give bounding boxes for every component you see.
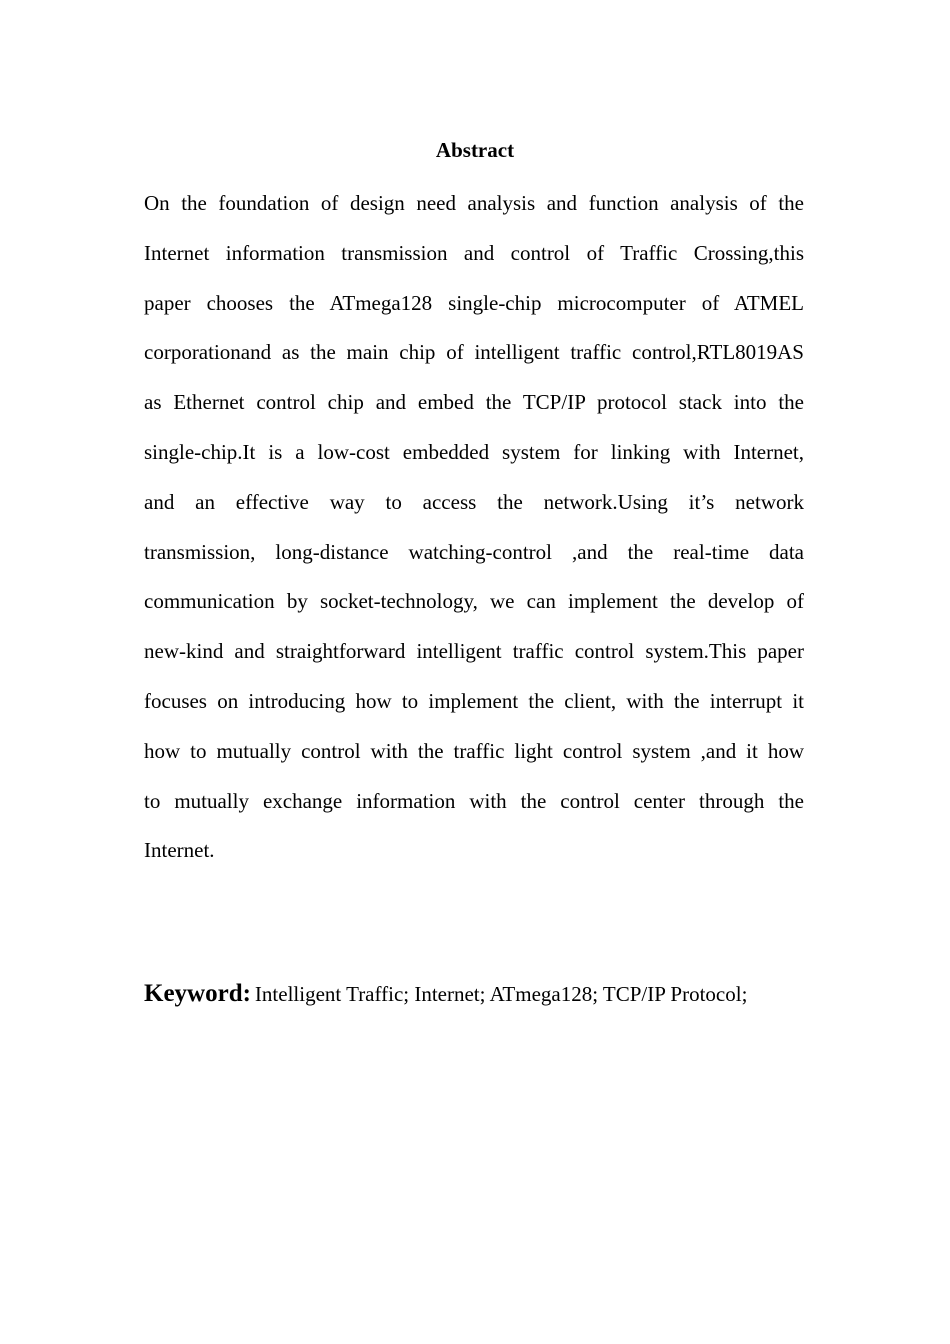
- abstract-line: On the foundation of design need analysis and function analysis of the: [144, 191, 804, 215]
- abstract-line: Internet.: [144, 838, 215, 863]
- keywords-values: Intelligent Traffic; Internet; ATmega128; TCP/IP Protocol;: [254, 982, 748, 1006]
- abstract-title: Abstract: [435, 138, 515, 162]
- abstract-line: new-kind and straightforward intelligent traffic control system.This paper: [144, 639, 804, 664]
- abstract-line: paper chooses the ATmega128 single-chip microcomputer of ATMEL: [144, 290, 804, 315]
- keywords-label: Keyword:: [144, 980, 251, 1007]
- abstract-line: and an effective way to access the network.Using it’s network: [144, 489, 804, 514]
- abstract-line: transmission, long-distance watching-control ,and the real-time data: [144, 539, 804, 564]
- abstract-line: communication by socket-technology, we can implement the develop of: [144, 589, 804, 614]
- abstract-line: focuses on introducing how to implement the client, with the interrupt it: [144, 688, 804, 713]
- abstract-line: single-chip.It is a low-cost embedded system for linking with Internet,: [144, 439, 804, 464]
- abstract-line: to mutually exchange information with the control center through the: [144, 788, 804, 813]
- abstract-line: as Ethernet control chip and embed the TCP/IP protocol stack into the: [144, 390, 804, 415]
- abstract-line: corporationand as the main chip of intelligent traffic control,RTL8019AS: [144, 340, 804, 365]
- abstract-line: how to mutually control with the traffic light control system ,and it how: [144, 738, 804, 763]
- keywords-line: [144, 980, 844, 1008]
- abstract-body: [144, 179, 804, 876]
- abstract-line: Internet information transmission and control of Traffic Crossing,this: [144, 240, 804, 265]
